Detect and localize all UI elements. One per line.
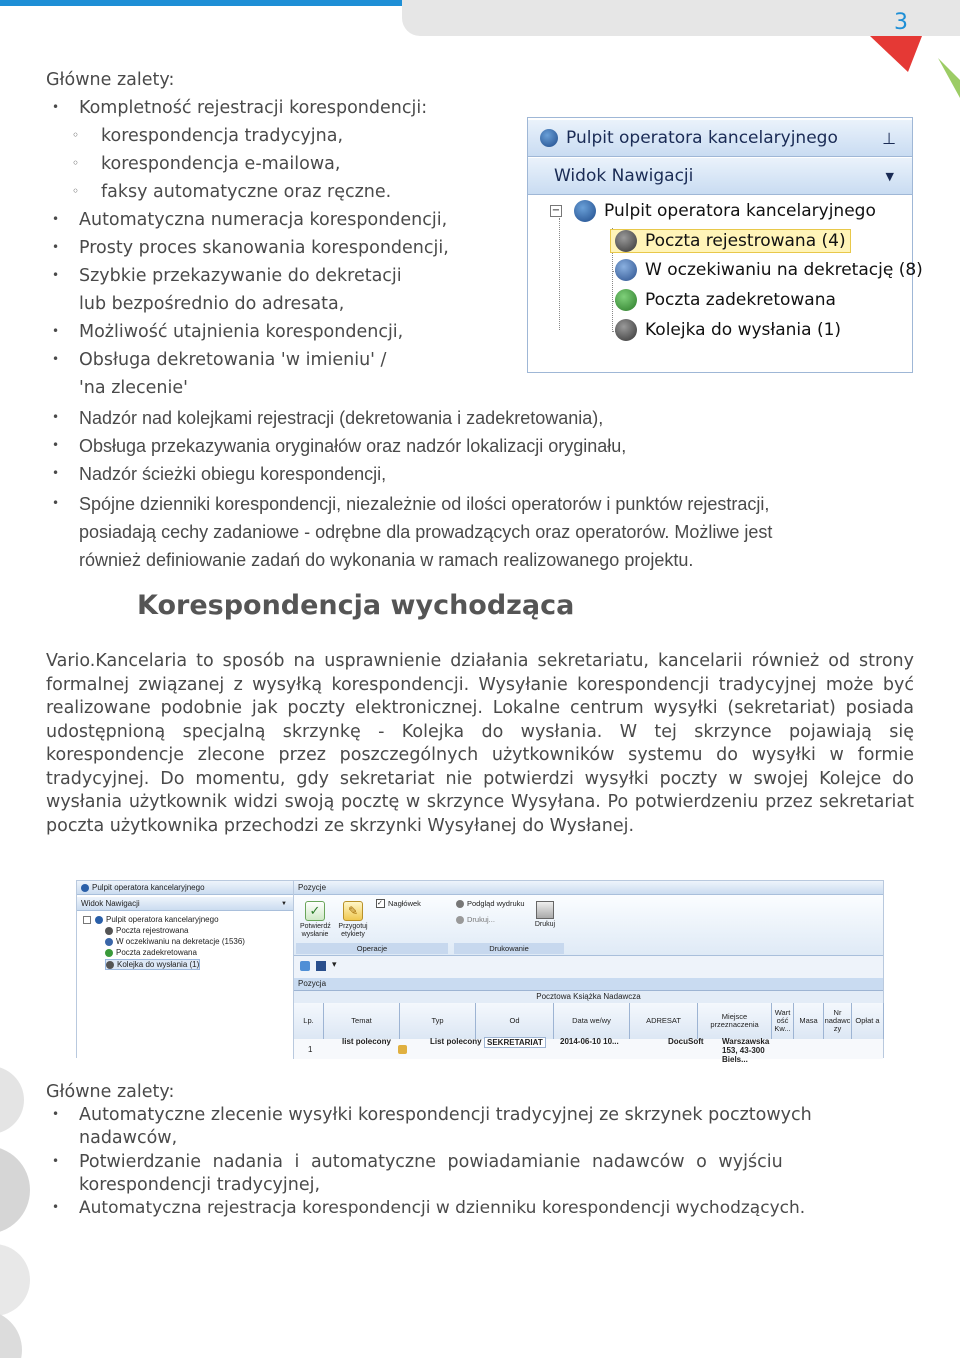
tree-item-label: Poczta zadekretowana: [645, 290, 836, 310]
printer-icon: [456, 916, 464, 924]
header-accent-bar: [0, 0, 402, 6]
collapse-icon[interactable]: −: [551, 205, 561, 216]
table-row[interactable]: [294, 1037, 883, 1064]
s2-print-menu-label: Drukuj...: [467, 915, 495, 924]
s2-navigation-pane: [77, 881, 294, 1059]
bullet: •: [52, 410, 60, 424]
save-icon[interactable]: [300, 961, 310, 971]
s2-nav-header-label: Widok Nawigacji: [81, 899, 140, 908]
check-icon: ✓: [305, 901, 325, 921]
s2-tree-item[interactable]: [105, 948, 197, 957]
user-icon: [574, 200, 596, 222]
s2-tree-root-label: Pulpit operatora kancelaryjnego: [106, 915, 219, 924]
s2-print-menu[interactable]: [456, 915, 495, 924]
sub-bullet: ◦: [72, 184, 80, 198]
advantages-title: Główne zalety:: [46, 1082, 175, 1102]
tree-item-poczta-rejestrowana[interactable]: [610, 229, 851, 253]
chevron-down-icon[interactable]: ▼: [281, 900, 287, 907]
bullet: •: [52, 268, 60, 282]
clock-icon: [615, 259, 637, 281]
s2-tree-root[interactable]: [83, 915, 219, 924]
s2-confirm-button[interactable]: [300, 901, 330, 939]
user-icon: [81, 884, 89, 892]
list-item: Obsługa przekazywania oryginałów oraz nadzór lokalizacji oryginału,: [79, 436, 627, 456]
list-item: Nadzór ścieżki obiegu korespondencji,: [79, 464, 387, 484]
s2-print-button[interactable]: [534, 901, 556, 929]
bullet: •: [52, 352, 60, 366]
s2-group-printing: Drukowanie: [454, 943, 564, 954]
list-item: Spójne dzienniki korespondencji, niezależnie od ilości operatorów i punktów rejestracji,: [79, 494, 770, 514]
list-item: nadawców,: [79, 1128, 178, 1148]
cell-destination: Warszawska 153, 43-300 Biels...: [722, 1037, 770, 1064]
panel-title: Pulpit operatora kancelaryjnego: [566, 128, 838, 148]
sub-bullet: ◦: [72, 128, 80, 142]
s2-checkbox-label: Nagłówek: [388, 899, 421, 908]
s2-tree-item-label: Poczta zadekretowana: [116, 948, 197, 957]
column-header[interactable]: ADRESAT: [630, 1003, 698, 1039]
section-heading: Korespondencja wychodząca: [137, 590, 575, 621]
header-band: [402, 0, 960, 36]
s2-tree-item-label: Poczta rejestrowana: [116, 926, 189, 935]
tree-item-zadekretowana[interactable]: [610, 289, 836, 311]
list-item: Potwierdzanie nadania i automatyczne powiadamianie nadawców o wyjściu: [79, 1152, 783, 1172]
list-item: lub bezpośrednio do adresata,: [79, 294, 345, 314]
nav-header[interactable]: [528, 158, 912, 195]
column-header[interactable]: Temat: [324, 1003, 400, 1039]
bullet: •: [52, 496, 60, 510]
s2-labels-button[interactable]: [336, 901, 370, 939]
s2-left-header-label: Pulpit operatora kancelaryjnego: [92, 883, 205, 892]
list-item: korespondencja tradycyjna,: [101, 126, 344, 146]
column-header[interactable]: Masa: [794, 1003, 824, 1039]
bullet: •: [52, 240, 60, 254]
tree-item-oczekiwanie[interactable]: [610, 259, 923, 281]
s2-content-pane: [294, 881, 883, 1064]
tree-item-kolejka[interactable]: [610, 319, 841, 341]
column-header[interactable]: Nr nadawc zy: [824, 1003, 852, 1039]
s2-tab-label[interactable]: Pozycja: [298, 979, 327, 988]
s2-tree-item-label: Kolejka do wysłania (1): [117, 960, 200, 969]
bullet: •: [52, 212, 60, 226]
outgoing-mail-screenshot: [76, 880, 884, 1064]
pin-icon[interactable]: ⊥: [882, 128, 896, 148]
check-icon: [615, 289, 637, 311]
s2-print-preview-label: Podgląd wydruku: [467, 899, 525, 908]
s2-nav-header[interactable]: [77, 897, 293, 911]
column-header[interactable]: Typ: [400, 1003, 476, 1039]
bullet: •: [52, 466, 60, 480]
list-item: Możliwość utajnienia korespondencji,: [79, 322, 404, 342]
s2-confirm-label: Potwierdź wysłanie: [300, 923, 331, 938]
list-item: również definiowanie zadań do wykonania w ramach realizowanego projektu.: [79, 550, 694, 570]
preview-icon: [456, 900, 464, 908]
list-item: Automatyczna rejestracja korespondencji w dzienniku korespondencji wychodzących.: [79, 1198, 806, 1218]
cell-from: SEKRETARIAT: [484, 1037, 546, 1048]
tree-connector: [559, 218, 560, 330]
list-item: 'na zlecenie': [79, 378, 188, 398]
nav-header-label: Widok Nawigacji: [554, 166, 694, 186]
printer-icon: [536, 901, 554, 919]
s2-quick-toolbar: [294, 956, 883, 979]
collapse-icon[interactable]: [83, 916, 91, 924]
s2-header-checkbox[interactable]: [376, 899, 421, 908]
check-icon: [105, 949, 113, 957]
dropdown-icon[interactable]: ▾: [332, 959, 337, 969]
cell-lp: 1: [308, 1045, 313, 1054]
column-header[interactable]: Lp.: [294, 1003, 324, 1039]
page-number: 3: [894, 10, 908, 35]
list-item: korespondencji tradycyjnej,: [79, 1175, 321, 1195]
list-item: Prosty proces skanowania korespondencji,: [79, 238, 449, 258]
s2-tree-item[interactable]: [105, 937, 245, 946]
column-header[interactable]: Data we/wy: [554, 1003, 630, 1039]
checkbox-icon: ✓: [376, 899, 385, 908]
s2-group-operations: Operacje: [296, 943, 448, 954]
panel-header: [528, 120, 912, 157]
column-header[interactable]: Od: [476, 1003, 554, 1039]
column-header[interactable]: Miejsce przeznaczenia: [698, 1003, 772, 1039]
s2-tree-item-selected[interactable]: [105, 959, 200, 970]
s2-tree-item[interactable]: [105, 926, 188, 935]
list-item: Automatyczna numeracja korespondencji,: [79, 210, 448, 230]
tree-root-label: Pulpit operatora kancelaryjnego: [604, 201, 876, 221]
bullet: •: [52, 100, 60, 114]
bullet: •: [52, 324, 60, 338]
s2-print-label: Drukuj: [534, 921, 556, 928]
s2-table-header: [294, 1003, 883, 1040]
cell-recipient: DocuSoft: [668, 1037, 704, 1046]
column-header[interactable]: Opłat a: [852, 1003, 884, 1039]
pencil-icon: ✎: [343, 901, 363, 921]
advantages-title: Główne zalety:: [46, 70, 175, 90]
user-icon: [540, 129, 558, 147]
sub-bullet: ◦: [72, 156, 80, 170]
s2-right-header: [294, 881, 883, 895]
list-item: Kompletność rejestracji korespondencji:: [79, 98, 428, 118]
s2-table-title: Pocztowa Książka Nadawcza: [294, 991, 883, 1004]
chevron-down-icon[interactable]: ▼: [885, 169, 894, 183]
bullet: •: [52, 1107, 60, 1121]
list-item: Nadzór nad kolejkami rejestracji (dekretowania i zadekretowania),: [79, 408, 604, 428]
s2-left-header: [77, 881, 293, 895]
bullet: •: [52, 438, 60, 452]
attachment-icon: [398, 1045, 407, 1054]
user-icon: [95, 916, 103, 924]
tree-item-label: Kolejka do wysłania (1): [645, 320, 842, 340]
s2-right-header-label: Pozycje: [298, 883, 327, 892]
cell-type: List polecony: [430, 1037, 482, 1046]
s2-tab-bar: [294, 978, 883, 991]
green-leaf-decoration: [932, 58, 960, 98]
disk-icon[interactable]: [316, 961, 326, 971]
queue-icon: [615, 319, 637, 341]
column-header[interactable]: Wart ość Kw...: [772, 1003, 794, 1039]
s2-ribbon: [294, 895, 883, 956]
s2-labels-label: Przygotuj etykiety: [338, 923, 368, 938]
bullet: •: [52, 1154, 60, 1168]
list-item: posiadają cechy zadaniowe - odrębne dla prowadzących oraz operatorów. Możliwe jest: [79, 522, 773, 542]
tree-item-label: W oczekiwaniu na dekretację (8): [645, 260, 923, 280]
list-item: Obsługa dekretowania 'w imieniu' /: [79, 350, 387, 370]
list-item: korespondencja e-mailowa,: [101, 154, 341, 174]
queue-icon: [106, 961, 114, 969]
registered-mail-icon: [615, 230, 637, 252]
list-item: faksy automatyczne oraz ręczne.: [101, 182, 392, 202]
red-leaf-decoration: [870, 36, 922, 76]
navigation-panel-screenshot: [527, 117, 923, 373]
cell-date: 2014-06-10 10...: [560, 1037, 619, 1046]
cell-topic: list polecony: [342, 1037, 391, 1046]
clock-icon: [105, 938, 113, 946]
tree-root[interactable]: [550, 200, 876, 222]
section-paragraph: Vario.Kancelaria to sposób na usprawnienie działania sekretariatu, kancelarii również od strony formalnej związanej z wysyłką korespondencji. Wysyłanie korespondencji tradycyjnej może być realizowane podobnie jak poczty elektronicznej. Lokalne centrum wysyłki (sekretariat) posiada udostępnioną specjalną skrzynkę - Kolejka do wysłania. W tej skrzynce pojawiają się korespondencje zlecone przez poszczególnych użytkowników systemu do wysyłki w formie tradycyjnej. Do momentu, gdy sekretariat nie potwierdzi wysyłki poczty w swojej Kolejce do wysłania użytkownik widzi swoją pocztę w skrzynce Wysyłana. Po potwierdzeniu przez sekretariat poczta użytkownika przechodzi ze skrzynki Wysyłanej do Wysłanej.: [46, 651, 914, 836]
mail-icon: [105, 927, 113, 935]
list-item: Szybkie przekazywanie do dekretacji: [79, 266, 402, 286]
s2-print-preview[interactable]: [456, 899, 525, 908]
bullet: •: [52, 1200, 60, 1214]
s2-tree-item-label: W oczekiwaniu na dekretacje (1536): [116, 937, 245, 946]
tree-item-label: Poczta rejestrowana (4): [645, 231, 846, 251]
list-item: Automatyczne zlecenie wysyłki korespondencji tradycyjnej ze skrzynek pocztowych: [79, 1105, 812, 1125]
